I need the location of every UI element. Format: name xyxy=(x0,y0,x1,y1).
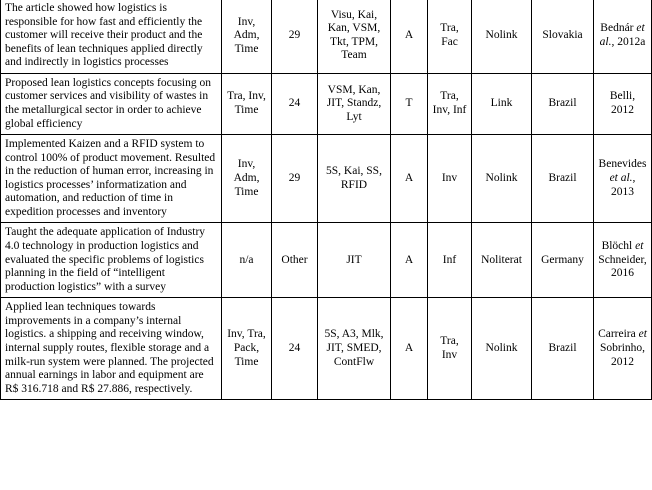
cell-country: Germany xyxy=(532,223,594,298)
table-row xyxy=(1,135,652,223)
cell-type: A xyxy=(391,0,428,73)
cell-country: Brazil xyxy=(532,73,594,134)
cell-tools: 5S, Kai, SS, RFID xyxy=(318,135,391,223)
cell-type: A xyxy=(391,298,428,400)
cell-description: Proposed lean logistics concepts focusing on customer services and visibility of wastes in the metallurgical sector in order to achieve global efficiency xyxy=(1,73,222,134)
reference-etal: et xyxy=(635,240,644,252)
table-row xyxy=(1,0,652,73)
reference-author: Benevides xyxy=(598,158,647,171)
cell-link: Nolink xyxy=(472,135,532,223)
cell-type: A xyxy=(391,223,428,298)
reference-year: 2013 xyxy=(611,185,634,198)
cell-link: Link xyxy=(472,73,532,134)
cell-description: The article showed how logistics is responsible for how fast and efficiently the customer will receive their product and the benefits of lean techniques applied directly and indirectly in logistics processes xyxy=(1,0,222,73)
cell-scope: Inf xyxy=(428,223,472,298)
cell-perspective: Inv, Adm, Time xyxy=(222,0,272,73)
cell-reference xyxy=(594,73,652,134)
cell-reference xyxy=(594,298,652,400)
cell-link: Nolink xyxy=(472,298,532,400)
cell-perspective: n/a xyxy=(222,223,272,298)
cell-scope: Tra, Inv xyxy=(428,298,472,400)
reference-author: Belli, 2012 xyxy=(609,90,636,116)
table-row xyxy=(1,73,652,134)
cell-tools: JIT xyxy=(318,223,391,298)
reference-etal: et al., xyxy=(609,171,636,184)
cell-description: Applied lean techniques towards improvements in a company’s internal logistics. a shipping and receiving window, internal supply routes, flexible storage and a milk-run system were planned. The projected annual earnings in labor and equipment are R$ 316.718 and R$ 27.886, respectively. xyxy=(1,298,222,400)
reference-etal: et al., xyxy=(599,22,645,48)
cell-perspective: Inv, Adm, Time xyxy=(222,135,272,223)
cell-reference xyxy=(594,135,652,223)
cell-scope: Inv xyxy=(428,135,472,223)
cell-tools: VSM, Kan, JIT, Standz, Lyt xyxy=(318,73,391,134)
cell-number: 29 xyxy=(272,0,318,73)
reference-year: Schneider, 2016 xyxy=(598,253,647,280)
cell-number: Other xyxy=(272,223,318,298)
reference-etal: et xyxy=(638,328,647,341)
cell-description: Taught the adequate application of Industry 4.0 technology in production logistics and evaluated the specific problems of logistics planning in the field of “intelligent production logistics” with a survey xyxy=(1,223,222,298)
cell-country: Brazil xyxy=(532,298,594,400)
reference-year: 2012a xyxy=(614,35,646,48)
cell-link: Nolink xyxy=(472,0,532,73)
cell-country: Brazil xyxy=(532,135,594,223)
cell-reference xyxy=(594,0,652,73)
table-row xyxy=(1,223,652,298)
cell-scope: Tra, Inv, Inf xyxy=(428,73,472,134)
cell-number: 24 xyxy=(272,298,318,400)
reference-author: Blöchl xyxy=(601,240,636,252)
cell-reference xyxy=(594,223,652,298)
cell-tools: Visu, Kai, Kan, VSM, Tkt, TPM, Team xyxy=(318,0,391,73)
cell-country: Slovakia xyxy=(532,0,594,73)
table-row xyxy=(1,298,652,400)
cell-type: T xyxy=(391,73,428,134)
cell-number: 24 xyxy=(272,73,318,134)
cell-number: 29 xyxy=(272,135,318,223)
cell-perspective: Tra, Inv, Time xyxy=(222,73,272,134)
cell-scope: Tra, Fac xyxy=(428,0,472,73)
cell-perspective: Inv, Tra, Pack, Time xyxy=(222,298,272,400)
reference-author: Bednár xyxy=(600,22,637,35)
cell-type: A xyxy=(391,135,428,223)
cell-link: Noliterat xyxy=(472,223,532,298)
cell-description: Implemented Kaizen and a RFID system to control 100% of product movement. Resulted in the reduction of human error, increasing in logistics processes’ informatization and automation, and reduction of time in expedition processes and inventory xyxy=(1,135,222,223)
cell-tools: 5S, A3, Mlk, JIT, SMED, ContFlw xyxy=(318,298,391,400)
reference-author: Carreira xyxy=(598,328,639,341)
reference-year: Sobrinho, 2012 xyxy=(599,341,646,368)
